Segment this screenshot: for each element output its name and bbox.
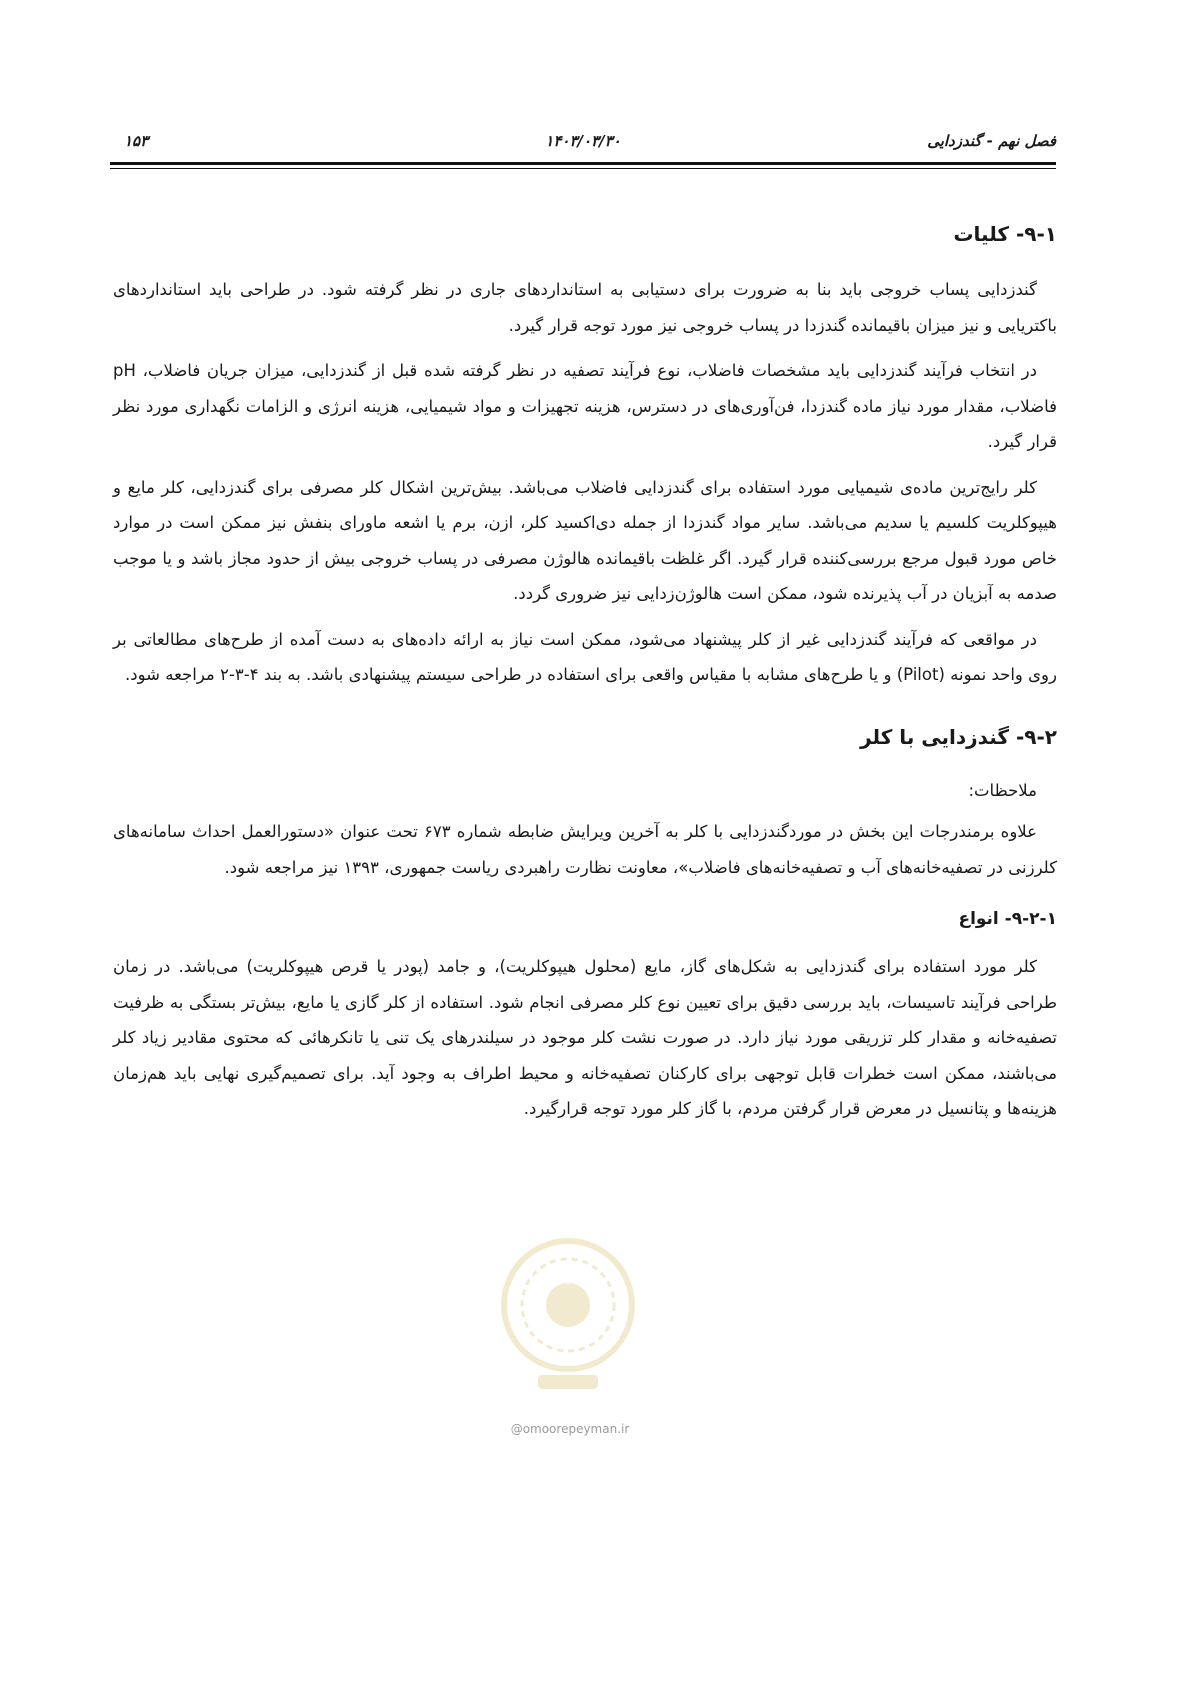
header-rule-thin <box>110 168 1056 169</box>
paragraph: در مواقعی که فرآیند گندزدایی غیر از کلر پیشنهاد می‌شود، ممکن است نیاز به ارائه داده‌های به دست آمده از طرح‌های مطالعاتی بر روی واحد نمونه (Pilot) و یا طرح‌های مشابه با مقیاس واقعی برای استفاده در طراحی سیستم پیشنهادی باشد. به بند ۴-۳-۲ مراجعه شود. <box>113 629 1057 684</box>
paragraph: گندزدایی پساب خروجی باید بنا به ضرورت برای دستیابی به استانداردهای جاری در نظر گرفته شود. در طراحی باید استانداردهای باکتریایی و نیز میزان باقیمانده گندزدا در پساب خروجی نیز مورد توجه قرار گیرد. <box>113 280 1057 335</box>
page-number: ۱۵۳ <box>124 132 149 150</box>
subsection-heading: ۹-۲-۱- انواع <box>958 909 1057 929</box>
paragraph: کلر رایج‌ترین ماده‌ی شیمیایی مورد استفاده برای گندزدایی فاضلاب می‌باشد. بیش‌ترین اشکال کلر مصرفی برای گندزدایی، کلر مایع و هیپوکلریت کلسیم یا سدیم می‌باشد. سایر مواد گندزدا از جمله دی‌اکسید کلر، ازن، برم یا اشعه ماورای بنفش نیز ممکن است در موارد خاص مورد قبول مرجع بررسی‌کننده قرار گیرد. اگر غلظت باقیمانده هالوژن مصرفی در پساب خروجی بیش از حدود مجاز باشد و یا موجب صدمه به آبزیان در آب پذیرنده شود، ممکن است هالوژن‌زدایی نیز ضروری گردد. <box>113 477 1057 603</box>
running-header <box>110 132 1056 158</box>
paragraph: کلر مورد استفاده برای گندزدایی به شکل‌های گاز، مایع (محلول هیپوکلریت)، و جامد (پودر یا قرص هیپوکلریت) می‌باشد. در زمان طراحی فرآیند تاسیسات، باید بررسی دقیق برای تعیین نوع کلر مصرفی انجام شود. استفاده از کلر گازی یا مایع، بیش‌تر بستگی به ظرفیت تصفیه‌خانه و مقدار کلر تزریقی مورد نیاز دارد. در صورت نشت کلر موجود در سیلندرهای یک تنی یا تانکرهائی که محتوی مقادیر زیاد کلر می‌باشند، ممکن است خطرات قابل توجهی برای کارکنان تصفیه‌خانه و محیط اطراف به وجود آید. برای تصمیم‌گیری نهایی باید هم‌زمان هزینه‌ها و پتانسیل در معرض قرار گرفتن مردم، با گاز کلر مورد توجه قرارگیرد. <box>113 957 1057 1118</box>
section-heading: ۹-۱- کلیات <box>953 222 1057 246</box>
page-body <box>113 210 1057 1137</box>
paragraph: علاوه برمندرجات این بخش در موردگندزدایی با کلر به آخرین ویرایش ضابطه شماره ۶۷۳ تحت عنوان «دستورالعمل احداث سامانه‌های کلرزنی در تصفیه‌خانه‌های آب و تصفیه‌خانه‌های فاضلاب»، معاونت نظارت راهبردی ریاست جمهوری، ۱۳۹۳ نیز مراجعه شود. <box>113 822 1057 877</box>
seal-logo-icon <box>478 1225 658 1425</box>
header-rule-thick <box>110 162 1056 165</box>
section-heading: ۹-۲- گندزدایی با کلر <box>860 724 1057 749</box>
paragraph: در انتخاب فرآیند گندزدایی باید مشخصات فاضلاب، نوع فرآیند تصفیه در نظر گرفته شده قبل از گندزدایی، میزان جریان فاضلاب، pH فاضلاب، مقدار مورد نیاز ماده گندزدا، فن‌آوری‌های در دسترس، هزینه تجهیزات و مواد شیمیایی، هزینه انرژی و الزامات نگهداری مورد نظر قرار گیرد. <box>113 361 1057 451</box>
header-date: ۱۴۰۳/۰۳/۳۰ <box>545 132 621 150</box>
watermark-text: @omoorepeyman.ir <box>510 1422 630 1436</box>
chapter-title: فصل نهم - گندزدایی <box>927 132 1056 150</box>
note-label: ملاحظات: <box>968 780 1037 800</box>
